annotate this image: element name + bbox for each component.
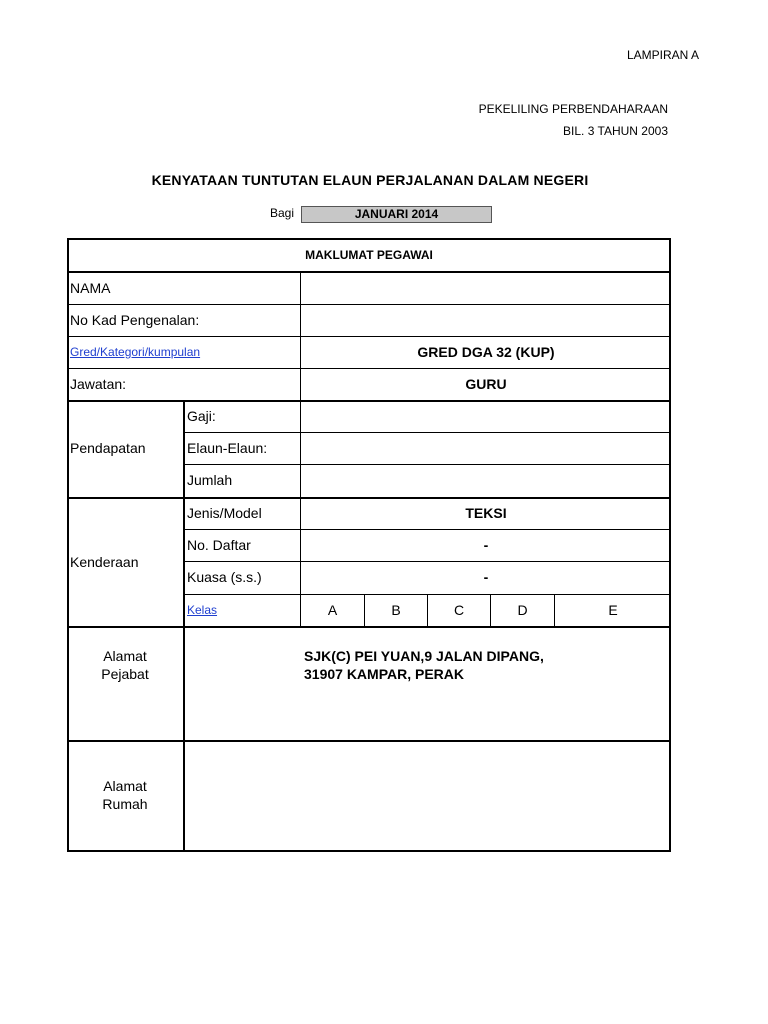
- kelas-option-a[interactable]: A: [327, 602, 338, 618]
- lampiran-label: LAMPIRAN A: [626, 48, 699, 62]
- divider: [183, 529, 671, 530]
- gaji-label: Gaji:: [187, 408, 216, 424]
- bagi-month-field[interactable]: JANUARI 2014: [301, 206, 492, 223]
- alamat-rumah-field[interactable]: [304, 758, 664, 838]
- pendapatan-label: Pendapatan: [70, 440, 146, 456]
- maklumat-pegawai-form: [67, 238, 671, 852]
- no-kad-label: No Kad Pengenalan:: [70, 312, 200, 328]
- nama-field[interactable]: [301, 280, 671, 298]
- jenis-value[interactable]: TEKSI: [465, 505, 507, 521]
- no-daftar-value[interactable]: -: [483, 537, 489, 553]
- nama-label: NAMA: [70, 280, 111, 296]
- jawatan-label: Jawatan:: [70, 376, 127, 392]
- no-daftar-label: No. Daftar: [187, 537, 251, 553]
- divider: [67, 336, 671, 337]
- alamat-pejabat-line1[interactable]: SJK(C) PEI YUAN,9 JALAN DIPANG,: [304, 648, 544, 664]
- jawatan-value[interactable]: GURU: [465, 376, 507, 392]
- kelas-option-b[interactable]: B: [391, 602, 401, 618]
- kelas-option-d[interactable]: D: [517, 602, 528, 618]
- divider: [183, 432, 671, 433]
- kuasa-value[interactable]: -: [483, 569, 489, 585]
- divider: [67, 626, 671, 628]
- jumlah-field[interactable]: [301, 472, 671, 490]
- alamat-pejabat-line2[interactable]: 31907 KAMPAR, PERAK: [304, 666, 465, 682]
- kelas-option-e[interactable]: E: [608, 602, 618, 618]
- bagi-label: Bagi: [270, 206, 295, 220]
- no-kad-field[interactable]: [301, 312, 671, 330]
- divider: [183, 464, 671, 465]
- kelas-option-c[interactable]: C: [453, 602, 465, 618]
- divider: [67, 271, 671, 273]
- kelas-link[interactable]: Kelas: [187, 603, 218, 617]
- jenis-label: Jenis/Model: [187, 505, 262, 521]
- jumlah-label: Jumlah: [187, 472, 233, 488]
- gred-value[interactable]: GRED DGA 32 (KUP): [417, 344, 555, 360]
- divider: [67, 304, 671, 305]
- divider: [67, 368, 671, 369]
- divider: [183, 401, 185, 850]
- page-title: KENYATAAN TUNTUTAN ELAUN PERJALANAN DALAM NEGERI: [151, 172, 589, 188]
- alamat-pejabat-label-line1: Alamat: [103, 648, 147, 664]
- gaji-field[interactable]: [301, 408, 671, 426]
- kuasa-label: Kuasa (s.s.): [187, 569, 262, 585]
- divider: [67, 497, 671, 499]
- alamat-pejabat-label-line2: Pejabat: [101, 666, 149, 682]
- divider: [183, 561, 671, 562]
- divider: [67, 400, 671, 402]
- elaun-label: Elaun-Elaun:: [187, 440, 268, 456]
- divider: [67, 740, 671, 742]
- bil-label: BIL. 3 TAHUN 2003: [563, 124, 668, 138]
- pekeliling-label: PEKELILING PERBENDAHARAAN: [478, 102, 668, 116]
- alamat-rumah-label-line2: Rumah: [102, 796, 148, 812]
- section-title: MAKLUMAT PEGAWAI: [305, 248, 433, 262]
- gred-link[interactable]: Gred/Kategori/kumpulan: [70, 345, 201, 359]
- elaun-field[interactable]: [301, 440, 671, 458]
- kenderaan-label: Kenderaan: [70, 554, 139, 570]
- alamat-rumah-label-line1: Alamat: [103, 778, 147, 794]
